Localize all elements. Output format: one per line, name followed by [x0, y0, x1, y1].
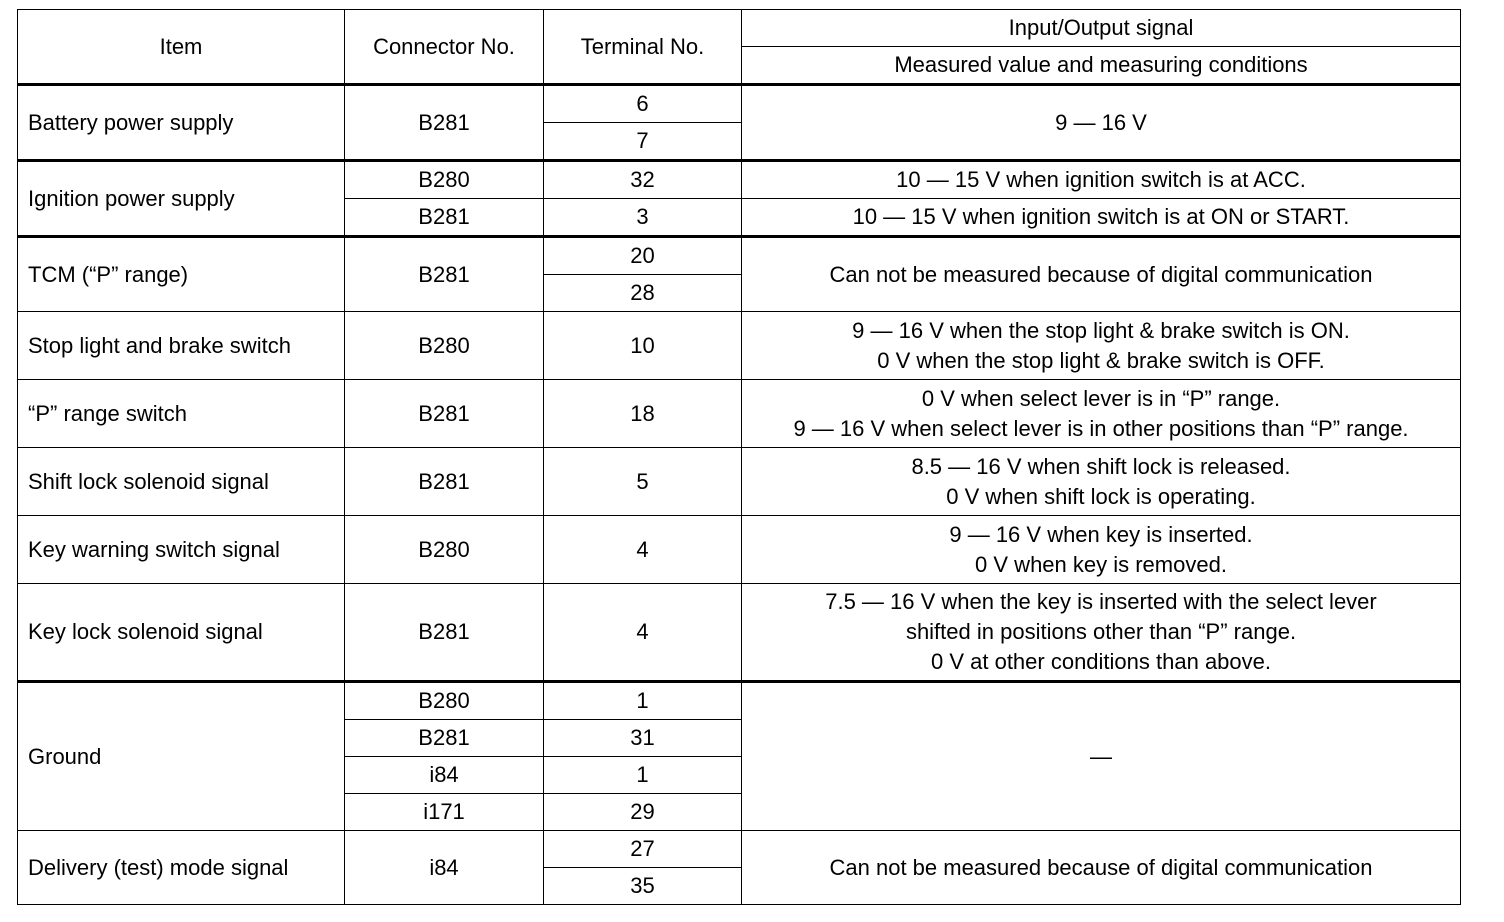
row-value: 10 — 15 V when ignition switch is at ON or START.	[742, 199, 1461, 237]
row-item: “P” range switch	[18, 380, 345, 448]
row-value	[742, 448, 1461, 516]
io-signal-table	[17, 9, 1461, 905]
value-line: 0 V when key is removed.	[975, 551, 1227, 577]
header-terminal: Terminal No.	[544, 10, 742, 85]
row-terminal: 6	[544, 85, 742, 123]
table-row	[18, 237, 1461, 275]
header-signal-bottom: Measured value and measuring conditions	[742, 47, 1461, 85]
row-terminal: 31	[544, 720, 742, 757]
row-item: Shift lock solenoid signal	[18, 448, 345, 516]
row-terminal: 1	[544, 757, 742, 794]
row-connector: B280	[345, 312, 544, 380]
row-connector: B281	[345, 199, 544, 237]
row-item: Ignition power supply	[18, 161, 345, 237]
row-item: Key warning switch signal	[18, 516, 345, 584]
row-item: Key lock solenoid signal	[18, 584, 345, 682]
row-value: —	[742, 682, 1461, 831]
row-terminal: 18	[544, 380, 742, 448]
value-line: 9 — 16 V when select lever is in other positions than “P” range.	[793, 415, 1409, 441]
row-connector: B281	[345, 448, 544, 516]
row-connector: i171	[345, 794, 544, 831]
row-terminal: 29	[544, 794, 742, 831]
row-value: 9 — 16 V	[742, 85, 1461, 161]
value-line: 8.5 — 16 V when shift lock is released.	[911, 453, 1291, 479]
header-row	[18, 10, 1461, 47]
row-connector: B280	[345, 682, 544, 720]
row-value	[742, 584, 1461, 682]
row-item: TCM (“P” range)	[18, 237, 345, 312]
row-value	[742, 312, 1461, 380]
value-line: 7.5 — 16 V when the key is inserted with the select lever	[825, 589, 1377, 614]
row-connector: B281	[345, 380, 544, 448]
row-terminal: 32	[544, 161, 742, 199]
value-line: 9 — 16 V when key is inserted.	[949, 521, 1253, 547]
row-terminal: 7	[544, 123, 742, 161]
header-connector: Connector No.	[345, 10, 544, 85]
value-line: 0 V when the stop light & brake switch is OFF.	[877, 347, 1325, 373]
value-line: 0 V when shift lock is operating.	[946, 483, 1256, 509]
table-row	[18, 831, 1461, 868]
row-connector: B280	[345, 161, 544, 199]
row-value: Can not be measured because of digital communication	[742, 831, 1461, 905]
table-row	[18, 584, 1461, 682]
row-connector: B281	[345, 237, 544, 312]
row-terminal: 5	[544, 448, 742, 516]
row-value: Can not be measured because of digital communication	[742, 237, 1461, 312]
row-terminal: 4	[544, 584, 742, 682]
row-terminal: 20	[544, 237, 742, 275]
table-row	[18, 516, 1461, 584]
row-connector: i84	[345, 757, 544, 794]
value-line: 9 — 16 V when the stop light & brake switch is ON.	[852, 317, 1350, 343]
row-terminal: 35	[544, 868, 742, 905]
row-value: 10 — 15 V when ignition switch is at ACC.	[742, 161, 1461, 199]
row-connector: B281	[345, 85, 544, 161]
value-line: 0 V at other conditions than above.	[930, 649, 1271, 674]
row-item: Battery power supply	[18, 85, 345, 161]
row-value	[742, 516, 1461, 584]
row-terminal: 27	[544, 831, 742, 868]
row-connector: B281	[345, 720, 544, 757]
table-row	[18, 85, 1461, 123]
value-line: shifted in positions other than “P” range.	[905, 619, 1297, 644]
row-item: Stop light and brake switch	[18, 312, 345, 380]
row-connector: B280	[345, 516, 544, 584]
table-row	[18, 380, 1461, 448]
header-item: Item	[18, 10, 345, 85]
value-line: 0 V when select lever is in “P” range.	[921, 385, 1281, 411]
table-row	[18, 161, 1461, 199]
row-terminal: 28	[544, 275, 742, 312]
row-terminal: 3	[544, 199, 742, 237]
table-row	[18, 448, 1461, 516]
row-item: Delivery (test) mode signal	[18, 831, 345, 905]
row-item: Ground	[18, 682, 345, 831]
table-row	[18, 682, 1461, 720]
row-value	[742, 380, 1461, 448]
header-signal-top: Input/Output signal	[742, 10, 1461, 47]
row-connector: i84	[345, 831, 544, 905]
row-terminal: 4	[544, 516, 742, 584]
row-terminal: 10	[544, 312, 742, 380]
row-terminal: 1	[544, 682, 742, 720]
table-row	[18, 312, 1461, 380]
row-connector: B281	[345, 584, 544, 682]
